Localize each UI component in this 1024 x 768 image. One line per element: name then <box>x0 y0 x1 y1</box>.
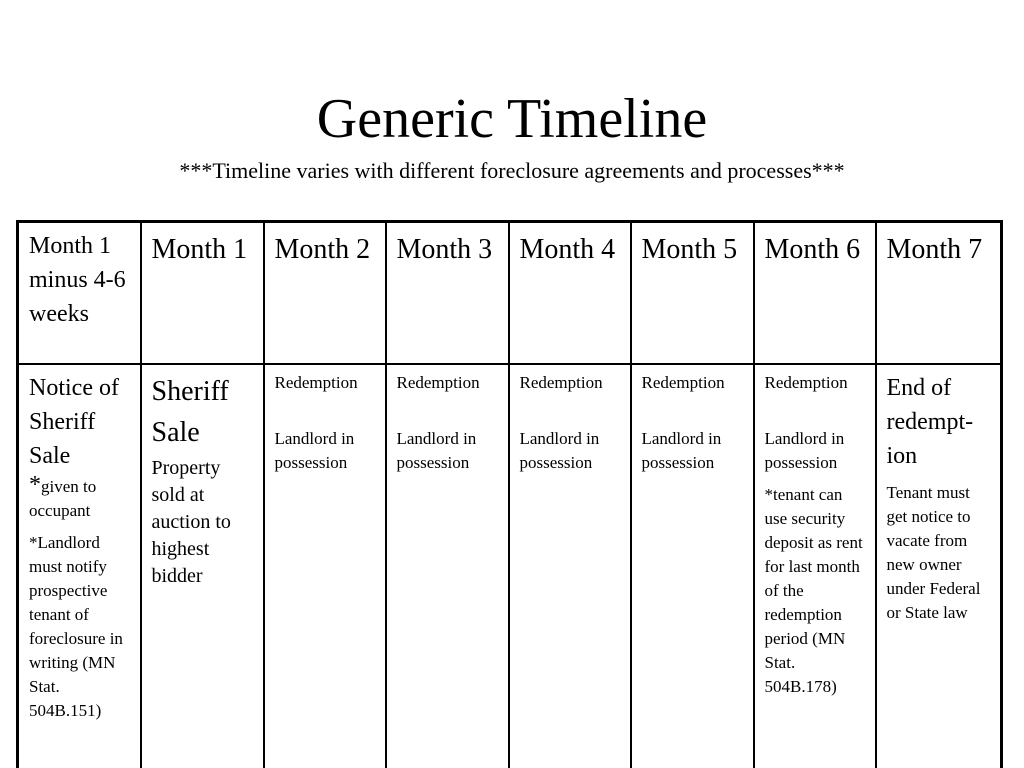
security-deposit-note: *tenant can use security deposit as rent for last month of the redemption period (MN Stat. 504B.178) <box>764 485 863 696</box>
sheriff-sale-note: Property sold at auction to highest bidder <box>151 457 231 587</box>
header-cell-month2: Month 2 <box>264 222 386 365</box>
notice-star: * <box>29 472 41 498</box>
body-row <box>18 364 1002 768</box>
header-cell-month3: Month 3 <box>386 222 509 365</box>
header-cell-month4: Month 4 <box>509 222 631 365</box>
body-cell-month3 <box>386 364 509 768</box>
body-cell-month5 <box>631 364 754 768</box>
body-cell-month2 <box>264 364 386 768</box>
header-cell-month1: Month 1 <box>141 222 264 365</box>
landlord-possession-label: Landlord in possession <box>274 429 355 472</box>
redemption-label: Redemption <box>641 373 725 392</box>
redemption-label: Redemption <box>764 373 848 392</box>
sheriff-sale-heading: Sheriff Sale <box>151 376 229 448</box>
notice-note-occupant: given to occupant <box>29 477 97 520</box>
redemption-label: Redemption <box>519 373 603 392</box>
landlord-possession-label: Landlord in possession <box>764 429 845 472</box>
end-of-redemption-heading: End of redempt-ion <box>886 375 974 469</box>
slide-subtitle: ***Timeline varies with different foreclosure agreements and processes*** <box>179 158 845 183</box>
timeline-table <box>16 220 1003 768</box>
notice-note-landlord: *Landlord must notify prospective tenant of foreclosure in writing (MN Stat. 504B.151) <box>29 533 123 720</box>
landlord-possession-label: Landlord in possession <box>519 429 600 472</box>
header-row <box>18 222 1002 365</box>
header-cell-month5: Month 5 <box>631 222 754 365</box>
header-cell-month1-minus: Month 1 minus 4-6 weeks <box>18 222 141 365</box>
redemption-label: Redemption <box>274 373 358 392</box>
body-cell-month4 <box>509 364 631 768</box>
notice-to-vacate-note: Tenant must get notice to vacate from new owner under Federal or State law <box>886 483 981 622</box>
body-cell-month6 <box>754 364 876 768</box>
redemption-label: Redemption <box>396 373 480 392</box>
notice-heading: Notice of Sheriff Sale <box>29 375 119 469</box>
body-cell-month7 <box>876 364 1002 768</box>
landlord-possession-label: Landlord in possession <box>641 429 722 472</box>
slide-title: Generic Timeline <box>316 88 708 150</box>
body-cell-notice <box>18 364 141 768</box>
header-cell-month6: Month 6 <box>754 222 876 365</box>
landlord-possession-label: Landlord in possession <box>396 429 477 472</box>
body-cell-sheriff-sale <box>141 364 264 768</box>
header-cell-month7: Month 7 <box>876 222 1002 365</box>
